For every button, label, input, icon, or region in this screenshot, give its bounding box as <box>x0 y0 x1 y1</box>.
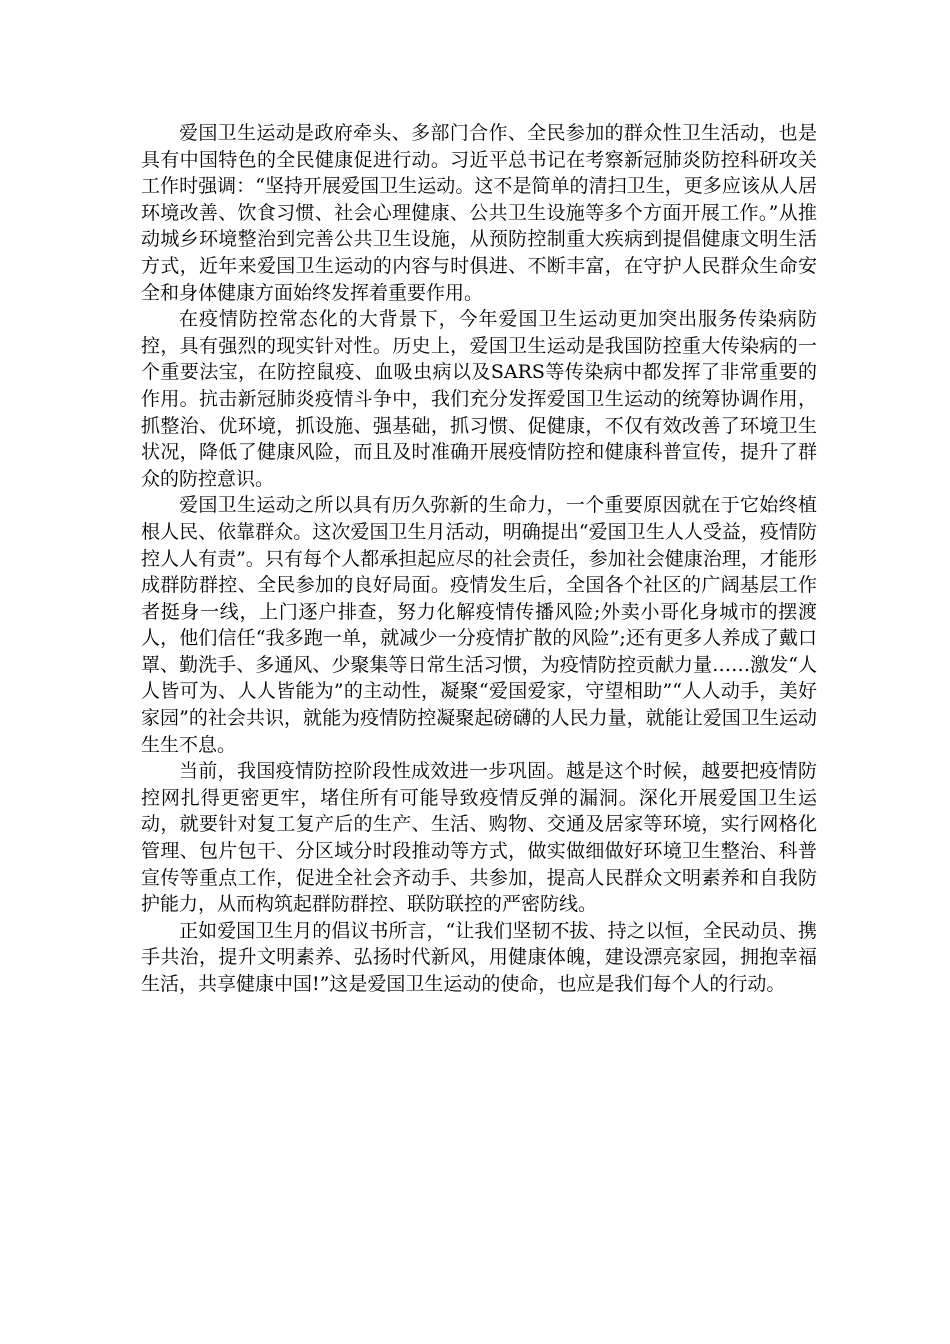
paragraph-2: 在疫情防控常态化的大背景下，今年爱国卫生运动更加突出服务传染病防控，具有强烈的现实针对性。历史上，爱国卫生运动是我国防控重大传染病的一个重要法宝，在防控鼠疫、血吸虫病以及SARS等传染病中都发挥了非常重要的作用。抗击新冠肺炎疫情斗争中，我们充分发挥爱国卫生运动的统筹协调作用，抓整治、优环境，抓设施、强基础，抓习惯、促健康，不仅有效改善了环境卫生状况，降低了健康风险，而且及时准确开展疫情防控和健康科普宣传，提升了群众的防控意识。 <box>141 308 817 490</box>
document-body <box>141 120 817 998</box>
paragraph-5: 正如爱国卫生月的倡议书所言，“让我们坚韧不拔、持之以恒，全民动员、携手共治，提升文明素养、弘扬时代新风，用健康体魄，建设漂亮家园，拥抱幸福生活，共享健康中国!”这是爱国卫生运动的使命，也应是我们每个人的行动。 <box>141 919 817 995</box>
paragraph-4: 当前，我国疫情防控阶段性成效进一步巩固。越是这个时候，越要把疫情防控网扎得更密更牢，堵住所有可能导致疫情反弹的漏洞。深化开展爱国卫生运动，就要针对复工复产后的生产、生活、购物、交通及居家等环境，实行网格化管理、包片包干、分区域分时段推动等方式，做实做细做好环境卫生整治、科普宣传等重点工作，促进全社会齐动手、共参加，提高人民群众文明素养和自我防护能力，从而构筑起群防群控、联防联控的严密防线。 <box>141 760 817 916</box>
paragraph-1: 爱国卫生运动是政府牵头、多部门合作、全民参加的群众性卫生活动，也是具有中国特色的全民健康促进行动。习近平总书记在考察新冠肺炎防控科研攻关工作时强调：“坚持开展爱国卫生运动。这不是简单的清扫卫生，更多应该从人居环境改善、饮食习惯、社会心理健康、公共卫生设施等多个方面开展工作。”从推动城乡环境整治到完善公共卫生设施，从预防控制重大疾病到提倡健康文明生活方式，近年来爱国卫生运动的内容与时俱进、不断丰富，在守护人民群众生命安全和身体健康方面始终发挥着重要作用。 <box>141 122 817 304</box>
paragraph-3: 爱国卫生运动之所以具有历久弥新的生命力，一个重要原因就在于它始终植根人民、依靠群众。这次爱国卫生月活动，明确提出“爱国卫生人人受益，疫情防控人人有责”。只有每个人都承担起应尽的社会责任，参加社会健康治理，才能形成群防群控、全民参加的良好局面。疫情发生后，全国各个社区的广阔基层工作者挺身一线，上门逐户排查，努力化解疫情传播风险;外卖小哥化身城市的摆渡人，他们信任“我多跑一单，就减少一分疫情扩散的风险”;还有更多人养成了戴口罩、勤洗手、多通风、少聚集等日常生活习惯，为疫情防控贡献力量……激发“人人皆可为、人人皆能为”的主动性，凝聚“爱国爱家，守望相助”“人人动手，美好家园”的社会共识，就能为疫情防控凝聚起磅礴的人民力量，就能让爱国卫生运动生生不息。 <box>141 494 817 756</box>
